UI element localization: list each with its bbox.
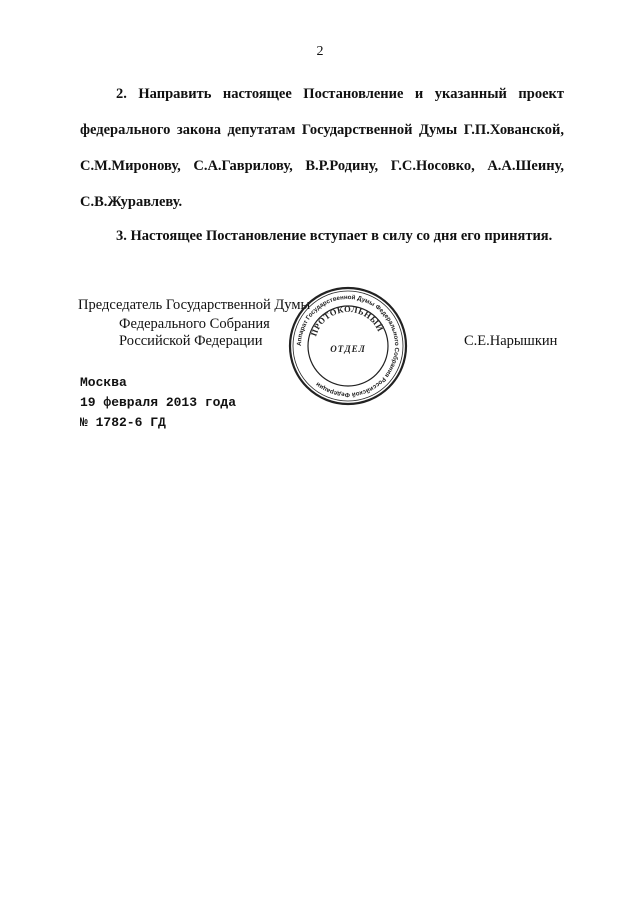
page-number: 2 [316,44,324,59]
paragraph-1-line-3: С.М.Миронову, С.А.Гаврилову, В.Р.Родину, Г.С.Носовко, А.А.Шеину, [80,158,564,174]
signature-title-line-2: Федерального Собрания [119,316,270,332]
footer-date: 19 февраля 2013 года [80,395,237,410]
footer-city: Москва [80,375,127,390]
signature-title-line-1: Председатель Государственной Думы [78,297,311,313]
stamp-center-line-1: ПРОТОКОЛЬНЫЙ [308,303,386,338]
paragraph-1-line-4: С.В.Журавлеву. [80,194,183,210]
official-stamp-icon [287,285,409,407]
footer-number: № 1782-6 ГД [80,415,166,430]
paragraph-2: 3. Настоящее Постановление вступает в силу со дня его принятия. [116,228,553,244]
paragraph-1-line-1: 2. Направить настоящее Постановление и указанный проект [116,86,564,102]
stamp-center-line-2: ОТДЕЛ [330,344,366,354]
signer-name: С.Е.Нарышкин [464,333,558,349]
paragraph-1 [80,76,564,220]
paragraph-1-line-2: федерального закона депутатам Государственной Думы Г.П.Хованской, [80,122,564,138]
stamp-ring-text: Аппарат Государственной Думы Федерального Собрания Российской Федерации [295,293,401,399]
signature-title-line-3: Российской Федерации [119,333,263,349]
